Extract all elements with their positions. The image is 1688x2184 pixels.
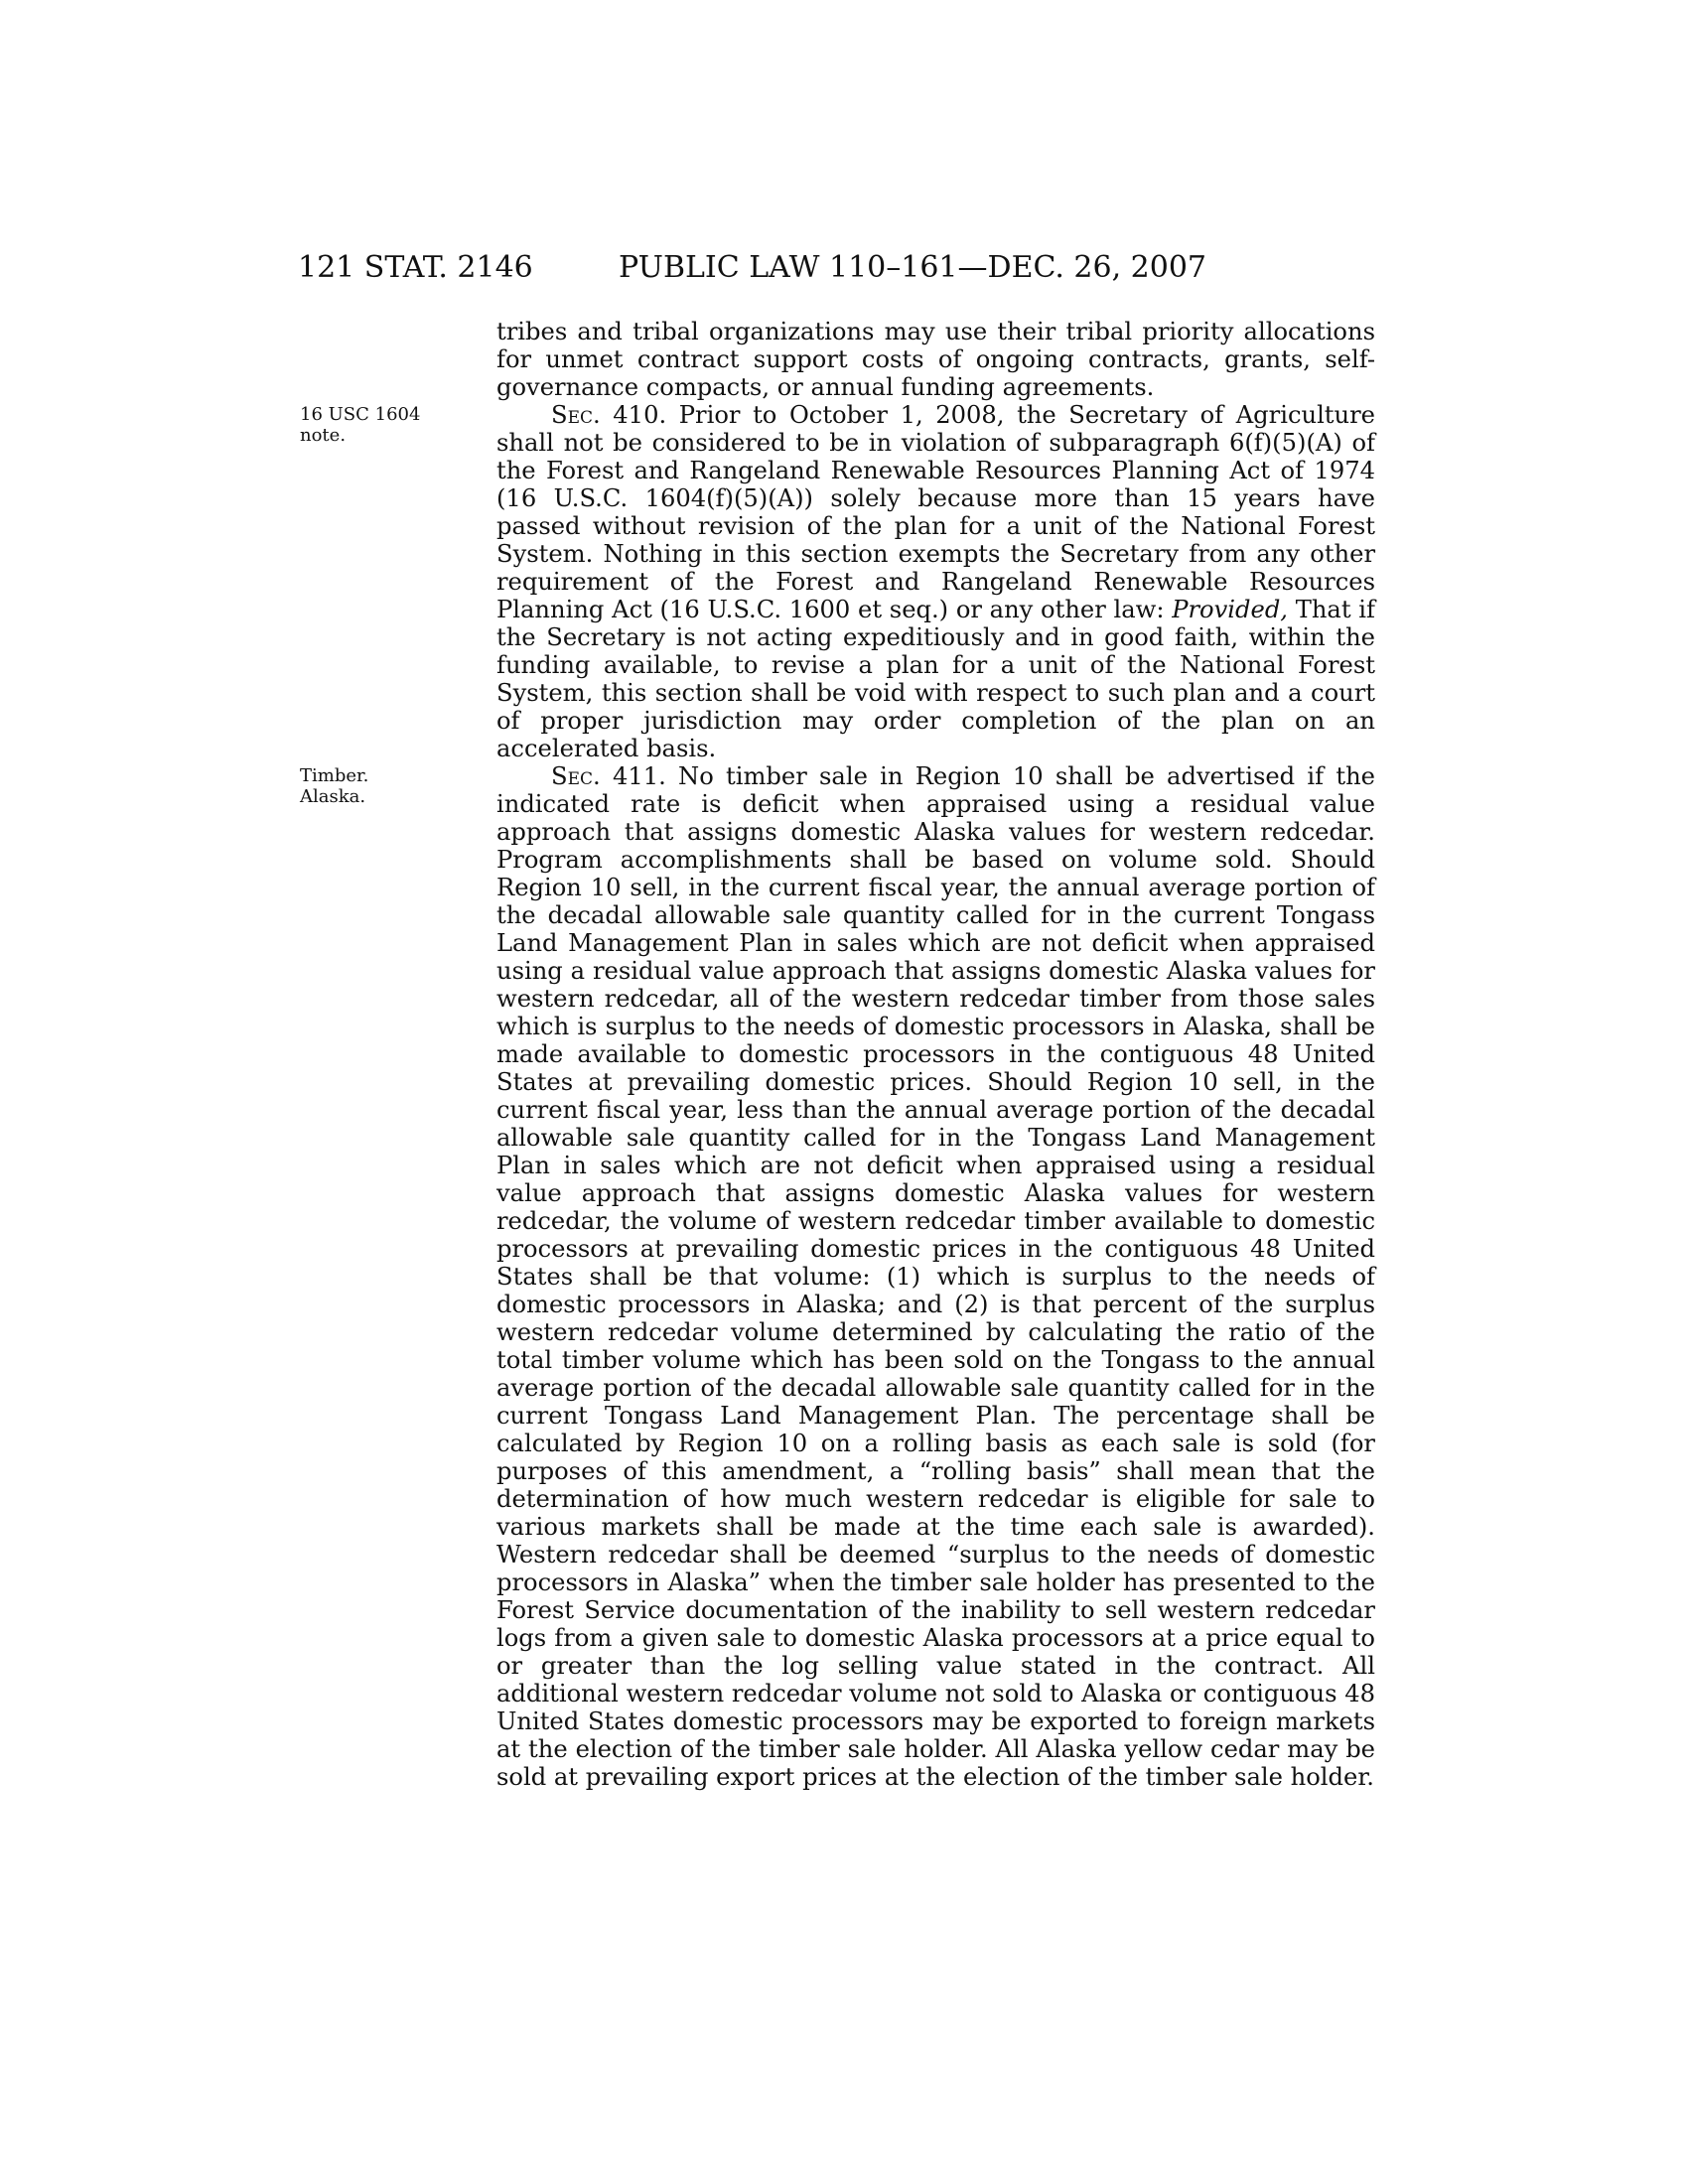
section-label: Sec. (551, 762, 601, 790)
margin-note-usc-citation (300, 404, 459, 446)
body-text (496, 318, 1375, 1791)
margin-note-line: Timber. (300, 765, 369, 786)
stat-page-reference: 121 STAT. 2146 (298, 250, 533, 285)
margin-note-topic (300, 765, 459, 807)
section-number: 411. (612, 762, 666, 790)
section-text: No timber sale in Region 10 shall be advertised if the indicated rate is deficit when appraised using a residual value approach that assigns domestic Alaska values for western redcedar. Program accomplishments shall be based on volume sold. Should Region 10 sell, in the current fiscal year, the annual average portion of the decadal allowable sale quantity called for in the current Tongass Land Management Plan in sales which are not deficit when appraised using a residual value approach that assigns domestic Alaska values for western redcedar, all of the western redcedar timber from those sales which is surplus to the needs of domestic processors in Alaska, shall be made available to domestic processors in the contiguous 48 United States at prevailing domestic prices. Should Region 10 sell, in the current fiscal year, less than the annual average portion of the decadal allowable sale quantity called for in the Tongass Land Management Plan in sales which are not deficit when appraised using a residual value approach that assigns domestic Alaska values for western redcedar, the volume of western redcedar timber available to domestic processors at prevailing domestic prices in the contiguous 48 United States shall be that volume: (1) which is surplus to the needs of domestic processors in Alaska; and (2) is that percent of the surplus western redcedar volume determined by calculating the ratio of the total timber volume which has been sold on the Tongass to the annual average portion of the decadal allowable sale quantity called for in the current Tongass Land Management Plan. The percentage shall be calculated by Region 10 on a rolling basis as each sale is sold (for purposes of this amendment, a “rolling basis” shall mean that the determination of how much western redcedar is eligible for sale to various markets shall be made at the time each sale is awarded). Western redcedar shall be deemed “surplus to the needs of domestic processors in Alaska” when the timber sale holder has presented to the Forest Service documentation of the inability to sell western redcedar logs from a given sale to domestic Alaska processors at a price equal to or greater than the log selling value stated in the contract. All additional western redcedar volume not sold to Alaska or contiguous 48 United States domestic processors may be exported to foreign markets at the election of the timber sale holder. All Alaska yellow cedar may be sold at prevailing export prices at the election of the timber sale holder. (496, 762, 1375, 1791)
proviso-term: Provided, (1172, 596, 1288, 623)
law-title: PUBLIC LAW 110–161—DEC. 26, 2007 (619, 250, 1207, 285)
margin-note-line: note. (300, 425, 347, 446)
section-label: Sec. (551, 401, 601, 429)
margin-note-line: Alaska. (300, 786, 366, 807)
section-410 (496, 401, 1375, 762)
margin-note-line: 16 USC 1604 (300, 404, 421, 425)
paragraph-continued: tribes and tribal organizations may use their tribal priority allocations for unmet contract support costs of ongoing contracts, grants, self-governance compacts, or annual funding agreements. (496, 318, 1375, 401)
section-411 (496, 762, 1375, 1791)
section-number: 410. (613, 401, 667, 429)
section-text: That if the Secretary is not acting expeditiously and in good faith, within the funding available, to revise a plan for a unit of the National Forest System, this section shall be void with respect to such plan and a court of proper jurisdiction may order completion of the plan on an accelerated basis. (496, 596, 1375, 762)
running-header (298, 250, 1291, 290)
section-text: Prior to October 1, 2008, the Secretary of Agriculture shall not be considered to be in violation of subparagraph 6(f)(5)(A) of the Forest and Rangeland Renewable Resources Planning Act of 1974 (16 U.S.C. 1604(f)(5)(A)) solely because more than 15 years have passed without revision of the plan for a unit of the National Forest System. Nothing in this section exempts the Secretary from any other requirement of the Forest and Rangeland Renewable Resources Planning Act (16 U.S.C. 1600 et seq.) or any other law: (496, 401, 1375, 623)
